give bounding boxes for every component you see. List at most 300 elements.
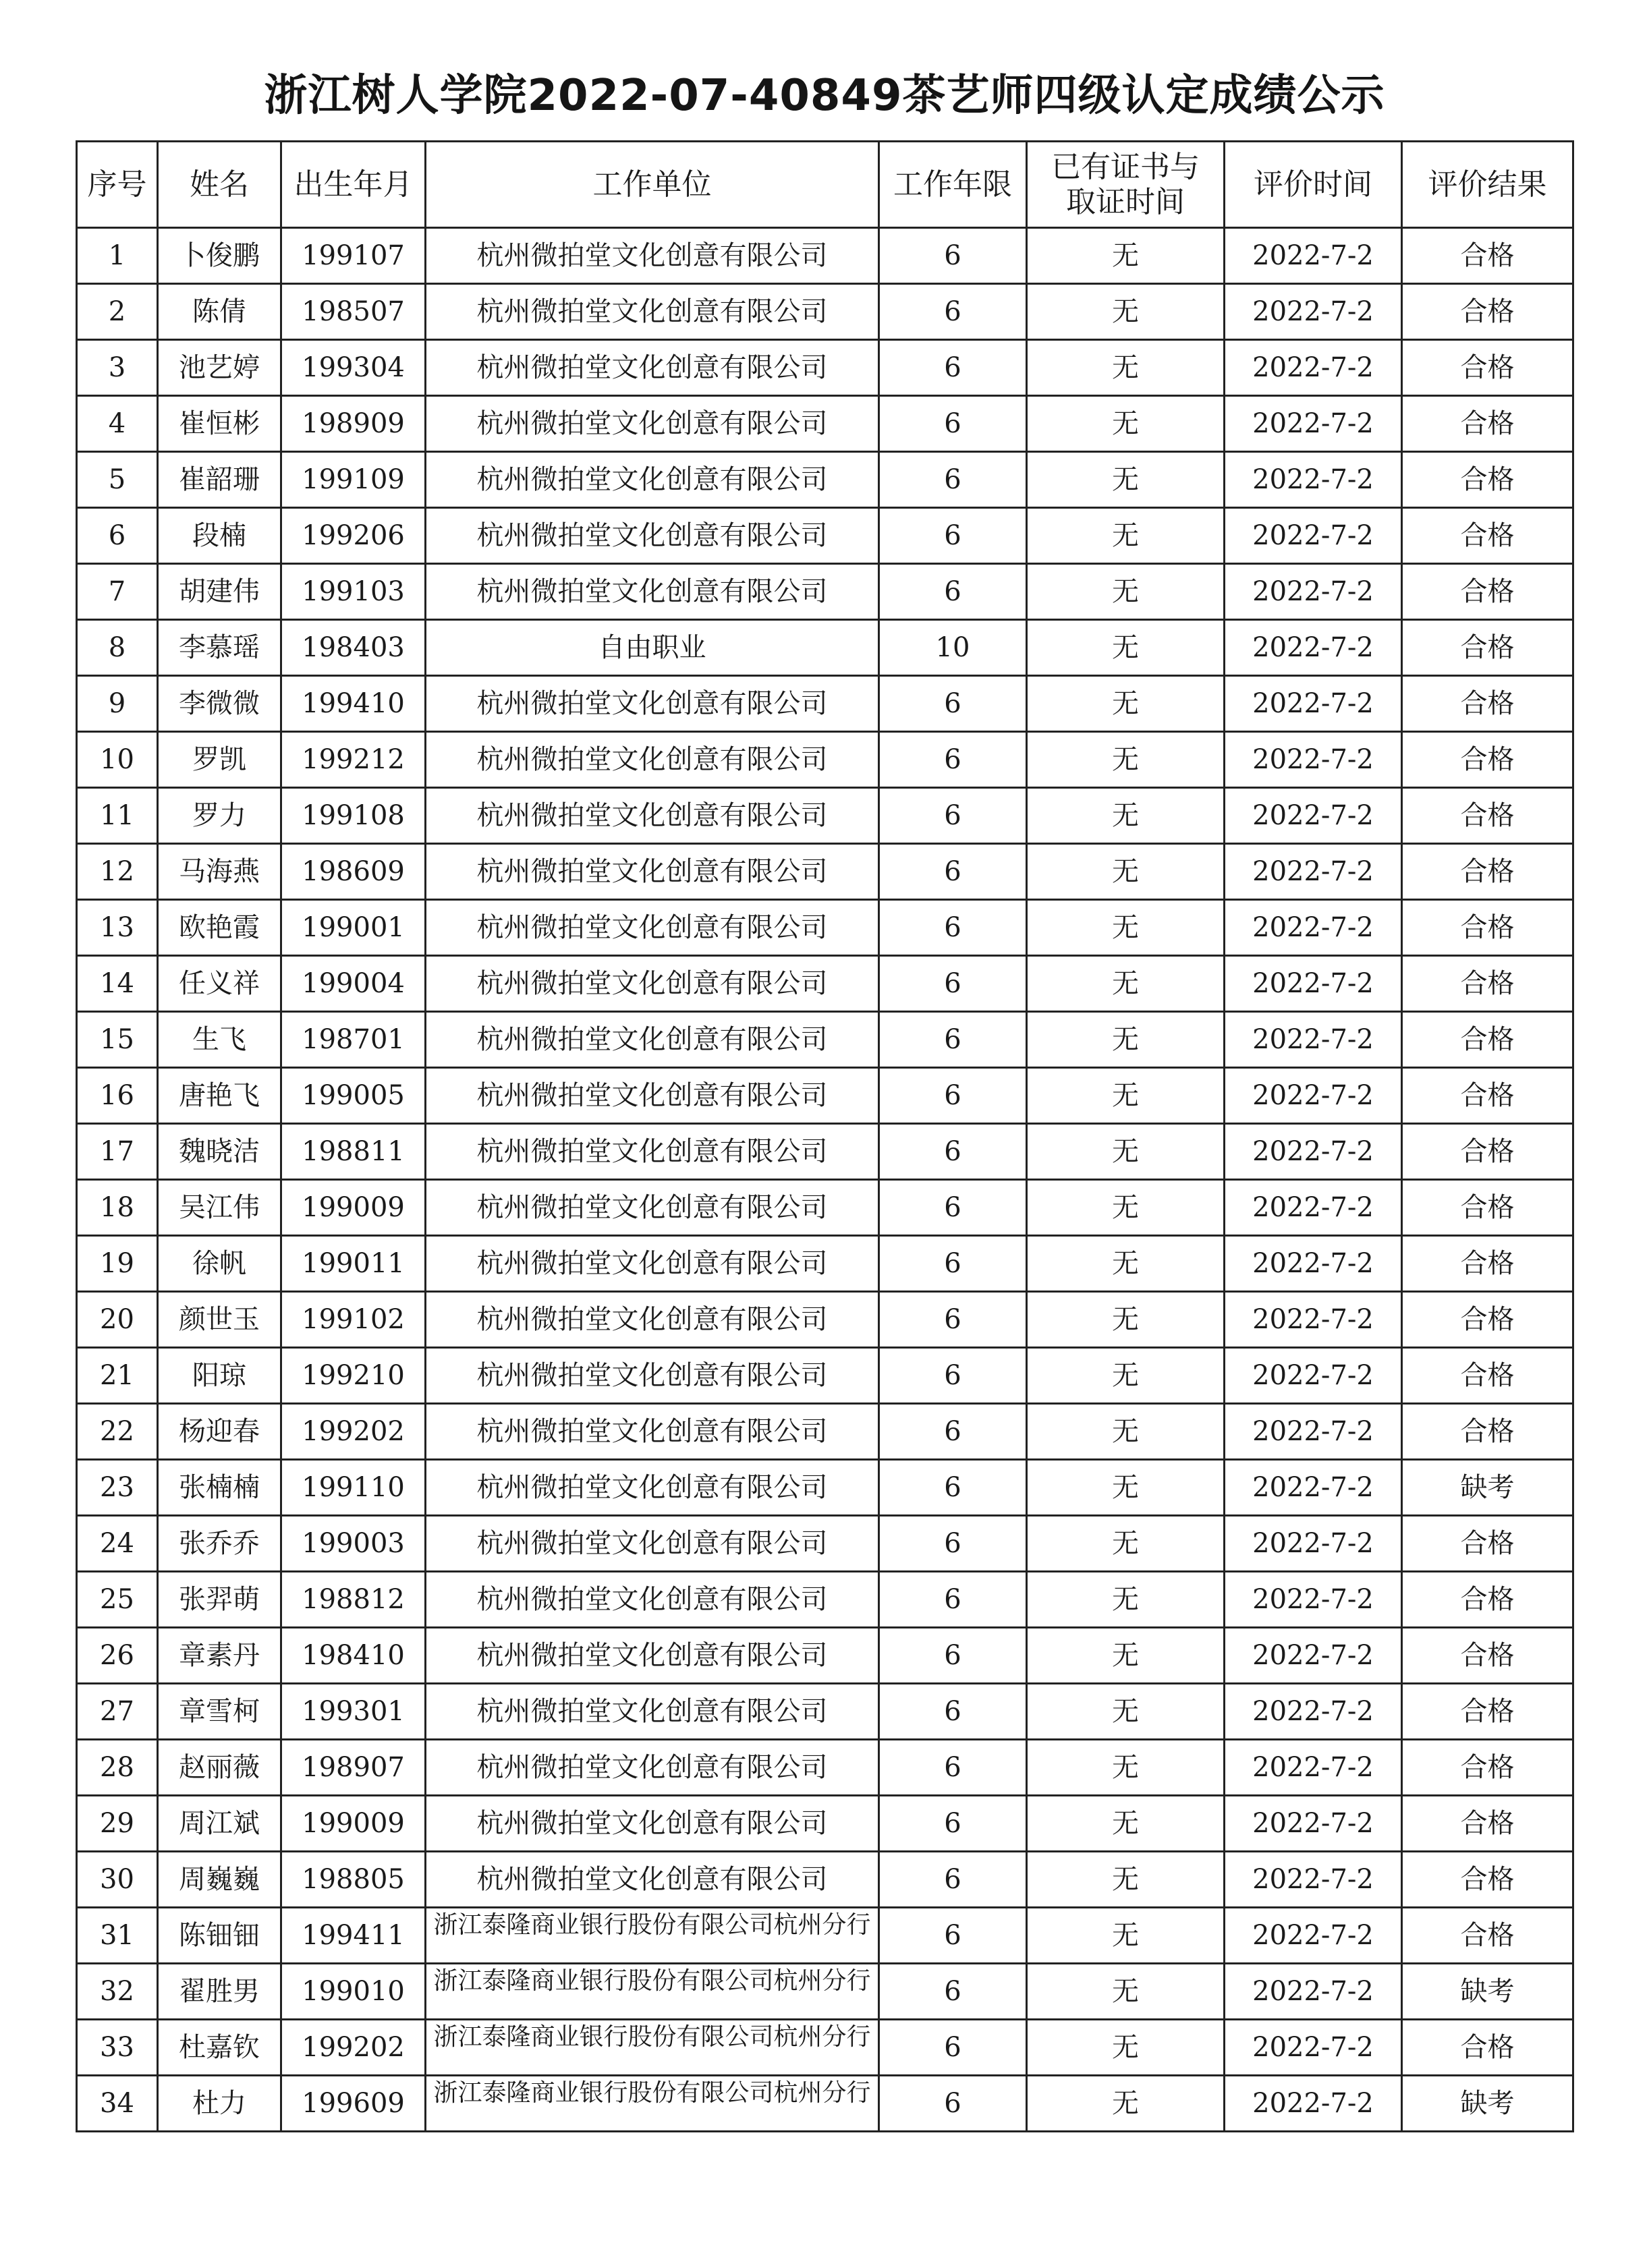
cell-date: 2022-7-2 [1225, 1908, 1402, 1964]
cell-name: 杜嘉钦 [158, 2020, 281, 2076]
cell-years: 6 [879, 1628, 1027, 1684]
cell-cert: 无 [1027, 340, 1225, 396]
cell-date: 2022-7-2 [1225, 844, 1402, 900]
table-row [77, 1516, 1573, 1572]
cell-employer: 杭州微拍堂文化创意有限公司 [426, 1236, 879, 1292]
cell-birth: 199210 [281, 1348, 426, 1404]
cell-no: 34 [77, 2076, 158, 2132]
cell-cert: 无 [1027, 2076, 1225, 2132]
cell-employer: 杭州微拍堂文化创意有限公司 [426, 732, 879, 788]
cell-date: 2022-7-2 [1225, 900, 1402, 956]
page-title: 浙江树人学院2022-07-40849茶艺师四级认定成绩公示 [264, 71, 1385, 121]
cell-birth: 199003 [281, 1516, 426, 1572]
cell-years: 6 [879, 1852, 1027, 1908]
cell-employer: 杭州微拍堂文化创意有限公司 [426, 284, 879, 340]
cell-no: 27 [77, 1684, 158, 1740]
cell-employer: 杭州微拍堂文化创意有限公司 [426, 1292, 879, 1348]
cell-birth: 198609 [281, 844, 426, 900]
cell-no: 14 [77, 956, 158, 1012]
cell-name: 胡建伟 [158, 564, 281, 620]
cell-years: 6 [879, 788, 1027, 844]
cell-no: 20 [77, 1292, 158, 1348]
cell-employer: 杭州微拍堂文化创意有限公司 [426, 452, 879, 508]
cell-result: 合格 [1402, 1180, 1573, 1236]
cell-no: 5 [77, 452, 158, 508]
cell-result: 合格 [1402, 396, 1573, 452]
cell-result: 合格 [1402, 340, 1573, 396]
table-row [77, 1628, 1573, 1684]
cell-years: 6 [879, 508, 1027, 564]
table-row [77, 1684, 1573, 1740]
cell-employer: 杭州微拍堂文化创意有限公司 [426, 1348, 879, 1404]
table-row [77, 396, 1573, 452]
cell-employer: 杭州微拍堂文化创意有限公司 [426, 564, 879, 620]
cell-birth: 199009 [281, 1796, 426, 1852]
cell-employer: 杭州微拍堂文化创意有限公司 [426, 1068, 879, 1124]
cell-employer: 杭州微拍堂文化创意有限公司 [426, 1852, 879, 1908]
cell-result: 合格 [1402, 508, 1573, 564]
cell-years: 6 [879, 1908, 1027, 1964]
cell-cert: 无 [1027, 2020, 1225, 2076]
cell-birth: 198403 [281, 620, 426, 676]
cell-no: 8 [77, 620, 158, 676]
cell-cert: 无 [1027, 396, 1225, 452]
cell-name: 陈钿钿 [158, 1908, 281, 1964]
table-row [77, 1012, 1573, 1068]
cell-result: 合格 [1402, 1572, 1573, 1628]
cell-employer: 杭州微拍堂文化创意有限公司 [426, 1404, 879, 1460]
cell-date: 2022-7-2 [1225, 1460, 1402, 1516]
cell-date: 2022-7-2 [1225, 1740, 1402, 1796]
cell-no: 29 [77, 1796, 158, 1852]
cell-years: 6 [879, 284, 1027, 340]
cell-result: 合格 [1402, 1516, 1573, 1572]
cell-birth: 199301 [281, 1684, 426, 1740]
cell-result: 合格 [1402, 956, 1573, 1012]
cell-birth: 198701 [281, 1012, 426, 1068]
cell-no: 24 [77, 1516, 158, 1572]
cell-result: 合格 [1402, 620, 1573, 676]
header-name: 姓名 [158, 142, 281, 228]
cell-years: 6 [879, 676, 1027, 732]
cell-years: 6 [879, 1292, 1027, 1348]
cell-years: 6 [879, 1124, 1027, 1180]
cell-years: 6 [879, 340, 1027, 396]
cell-date: 2022-7-2 [1225, 1292, 1402, 1348]
cell-result: 合格 [1402, 1684, 1573, 1740]
cell-no: 4 [77, 396, 158, 452]
cell-employer: 杭州微拍堂文化创意有限公司 [426, 1180, 879, 1236]
cell-birth: 199010 [281, 1964, 426, 2020]
table-row [77, 564, 1573, 620]
cell-result: 合格 [1402, 284, 1573, 340]
cell-birth: 199202 [281, 2020, 426, 2076]
cell-cert: 无 [1027, 1348, 1225, 1404]
cell-name: 张羿萌 [158, 1572, 281, 1628]
cell-no: 19 [77, 1236, 158, 1292]
cell-date: 2022-7-2 [1225, 732, 1402, 788]
cell-result: 合格 [1402, 1740, 1573, 1796]
cell-years: 6 [879, 1684, 1027, 1740]
cell-years: 6 [879, 1404, 1027, 1460]
cell-employer: 浙江泰隆商业银行股份有限公司杭州分行 [426, 2076, 879, 2132]
cell-birth: 198909 [281, 396, 426, 452]
table-row [77, 1404, 1573, 1460]
cell-name: 周巍巍 [158, 1852, 281, 1908]
cell-years: 6 [879, 228, 1027, 284]
cell-name: 张楠楠 [158, 1460, 281, 1516]
cell-birth: 199206 [281, 508, 426, 564]
cell-cert: 无 [1027, 564, 1225, 620]
cell-birth: 198805 [281, 1852, 426, 1908]
cell-birth: 199102 [281, 1292, 426, 1348]
cell-years: 6 [879, 2020, 1027, 2076]
cell-cert: 无 [1027, 1628, 1225, 1684]
cell-employer: 杭州微拍堂文化创意有限公司 [426, 788, 879, 844]
cell-birth: 199304 [281, 340, 426, 396]
cell-employer: 杭州微拍堂文化创意有限公司 [426, 228, 879, 284]
table-row [77, 620, 1573, 676]
cell-date: 2022-7-2 [1225, 1124, 1402, 1180]
cell-date: 2022-7-2 [1225, 2020, 1402, 2076]
cell-employer: 杭州微拍堂文化创意有限公司 [426, 396, 879, 452]
table-row [77, 1460, 1573, 1516]
cell-birth: 199109 [281, 452, 426, 508]
header-years: 工作年限 [879, 142, 1027, 228]
cell-employer: 杭州微拍堂文化创意有限公司 [426, 844, 879, 900]
cell-date: 2022-7-2 [1225, 1068, 1402, 1124]
cell-name: 李微微 [158, 676, 281, 732]
cell-no: 21 [77, 1348, 158, 1404]
cell-name: 任义祥 [158, 956, 281, 1012]
cell-cert: 无 [1027, 620, 1225, 676]
cell-birth: 199011 [281, 1236, 426, 1292]
cell-birth: 199110 [281, 1460, 426, 1516]
cell-no: 26 [77, 1628, 158, 1684]
cell-employer: 杭州微拍堂文化创意有限公司 [426, 340, 879, 396]
cell-cert: 无 [1027, 1908, 1225, 1964]
cell-cert: 无 [1027, 1068, 1225, 1124]
cell-date: 2022-7-2 [1225, 508, 1402, 564]
cell-name: 生飞 [158, 1012, 281, 1068]
table-row [77, 844, 1573, 900]
header-employer: 工作单位 [426, 142, 879, 228]
cell-name: 魏晓洁 [158, 1124, 281, 1180]
cell-date: 2022-7-2 [1225, 1180, 1402, 1236]
cell-cert: 无 [1027, 1460, 1225, 1516]
cell-years: 6 [879, 1516, 1027, 1572]
cell-years: 6 [879, 732, 1027, 788]
cell-result: 合格 [1402, 1852, 1573, 1908]
cell-name: 罗凯 [158, 732, 281, 788]
cell-name: 杨迎春 [158, 1404, 281, 1460]
cell-years: 6 [879, 1180, 1027, 1236]
cell-employer: 杭州微拍堂文化创意有限公司 [426, 900, 879, 956]
cell-date: 2022-7-2 [1225, 1852, 1402, 1908]
cell-no: 31 [77, 1908, 158, 1964]
header-birth: 出生年月 [281, 142, 426, 228]
cell-employer: 杭州微拍堂文化创意有限公司 [426, 1460, 879, 1516]
cell-years: 6 [879, 1068, 1027, 1124]
cell-result: 合格 [1402, 788, 1573, 844]
cell-employer: 杭州微拍堂文化创意有限公司 [426, 1628, 879, 1684]
table-row [77, 1740, 1573, 1796]
cell-no: 2 [77, 284, 158, 340]
cell-years: 6 [879, 1740, 1027, 1796]
cell-result: 合格 [1402, 1348, 1573, 1404]
cell-years: 6 [879, 564, 1027, 620]
cell-name: 翟胜男 [158, 1964, 281, 2020]
table-row [77, 2076, 1573, 2132]
cell-date: 2022-7-2 [1225, 1012, 1402, 1068]
cell-years: 6 [879, 1796, 1027, 1852]
cell-result: 合格 [1402, 1628, 1573, 1684]
table-row [77, 284, 1573, 340]
cell-name: 张乔乔 [158, 1516, 281, 1572]
cell-cert: 无 [1027, 1180, 1225, 1236]
cell-name: 陈倩 [158, 284, 281, 340]
cell-cert: 无 [1027, 1740, 1225, 1796]
cell-birth: 199103 [281, 564, 426, 620]
cell-no: 16 [77, 1068, 158, 1124]
cell-no: 28 [77, 1740, 158, 1796]
cell-cert: 无 [1027, 228, 1225, 284]
table-row [77, 1964, 1573, 2020]
cell-result: 合格 [1402, 900, 1573, 956]
cell-no: 33 [77, 2020, 158, 2076]
cell-name: 徐帆 [158, 1236, 281, 1292]
cell-no: 18 [77, 1180, 158, 1236]
cell-no: 6 [77, 508, 158, 564]
cell-birth: 199107 [281, 228, 426, 284]
cell-employer: 杭州微拍堂文化创意有限公司 [426, 956, 879, 1012]
table-body [77, 228, 1573, 2132]
cell-birth: 198811 [281, 1124, 426, 1180]
cell-employer: 浙江泰隆商业银行股份有限公司杭州分行 [426, 2020, 879, 2076]
cell-years: 6 [879, 1572, 1027, 1628]
table-row [77, 1180, 1573, 1236]
cell-years: 6 [879, 956, 1027, 1012]
cell-no: 32 [77, 1964, 158, 2020]
cell-result: 合格 [1402, 1404, 1573, 1460]
cell-birth: 199108 [281, 788, 426, 844]
cell-name: 罗力 [158, 788, 281, 844]
table-row [77, 1572, 1573, 1628]
cell-birth: 199001 [281, 900, 426, 956]
cell-employer: 浙江泰隆商业银行股份有限公司杭州分行 [426, 1908, 879, 1964]
table-row [77, 508, 1573, 564]
table-row [77, 1348, 1573, 1404]
cell-date: 2022-7-2 [1225, 1516, 1402, 1572]
cell-result: 合格 [1402, 1124, 1573, 1180]
header-cert: 已有证书与取证时间 [1027, 142, 1225, 228]
cell-no: 10 [77, 732, 158, 788]
table-header [77, 142, 1573, 228]
cell-employer: 杭州微拍堂文化创意有限公司 [426, 676, 879, 732]
cell-name: 章素丹 [158, 1628, 281, 1684]
cell-name: 崔韶珊 [158, 452, 281, 508]
cell-cert: 无 [1027, 508, 1225, 564]
cell-no: 3 [77, 340, 158, 396]
cell-cert: 无 [1027, 788, 1225, 844]
cell-name: 周江斌 [158, 1796, 281, 1852]
cell-no: 17 [77, 1124, 158, 1180]
cell-date: 2022-7-2 [1225, 676, 1402, 732]
header-row [77, 142, 1573, 228]
cell-date: 2022-7-2 [1225, 1964, 1402, 2020]
header-no: 序号 [77, 142, 158, 228]
cell-cert: 无 [1027, 900, 1225, 956]
cell-no: 1 [77, 228, 158, 284]
cell-birth: 199202 [281, 1404, 426, 1460]
cell-result: 合格 [1402, 1012, 1573, 1068]
cell-years: 6 [879, 900, 1027, 956]
cell-birth: 198410 [281, 1628, 426, 1684]
cell-birth: 199410 [281, 676, 426, 732]
cell-cert: 无 [1027, 1796, 1225, 1852]
cell-birth: 199411 [281, 1908, 426, 1964]
cell-result: 合格 [1402, 564, 1573, 620]
table-row [77, 1852, 1573, 1908]
cell-result: 合格 [1402, 1236, 1573, 1292]
table-row [77, 1796, 1573, 1852]
cell-years: 6 [879, 1964, 1027, 2020]
cell-cert: 无 [1027, 1852, 1225, 1908]
cell-result: 缺考 [1402, 1460, 1573, 1516]
cell-date: 2022-7-2 [1225, 340, 1402, 396]
cell-birth: 199212 [281, 732, 426, 788]
cell-date: 2022-7-2 [1225, 2076, 1402, 2132]
cell-employer: 杭州微拍堂文化创意有限公司 [426, 1684, 879, 1740]
results-table [76, 140, 1574, 2132]
cell-result: 缺考 [1402, 2076, 1573, 2132]
cell-employer: 杭州微拍堂文化创意有限公司 [426, 1012, 879, 1068]
table-row [77, 676, 1573, 732]
table-row [77, 452, 1573, 508]
cell-result: 合格 [1402, 2020, 1573, 2076]
cell-cert: 无 [1027, 1964, 1225, 2020]
cell-name: 杜力 [158, 2076, 281, 2132]
cell-years: 6 [879, 2076, 1027, 2132]
table-row [77, 340, 1573, 396]
cell-employer: 杭州微拍堂文化创意有限公司 [426, 1516, 879, 1572]
cell-cert: 无 [1027, 1292, 1225, 1348]
cell-name: 章雪柯 [158, 1684, 281, 1740]
table-row [77, 1068, 1573, 1124]
cell-date: 2022-7-2 [1225, 1236, 1402, 1292]
cell-birth: 199009 [281, 1180, 426, 1236]
cell-cert: 无 [1027, 956, 1225, 1012]
cell-cert: 无 [1027, 1684, 1225, 1740]
table-row [77, 1908, 1573, 1964]
cell-result: 合格 [1402, 1068, 1573, 1124]
cell-cert: 无 [1027, 676, 1225, 732]
cell-years: 10 [879, 620, 1027, 676]
cell-years: 6 [879, 1236, 1027, 1292]
cell-employer: 杭州微拍堂文化创意有限公司 [426, 1572, 879, 1628]
cell-date: 2022-7-2 [1225, 396, 1402, 452]
cell-no: 25 [77, 1572, 158, 1628]
header-result: 评价结果 [1402, 142, 1573, 228]
cell-date: 2022-7-2 [1225, 1684, 1402, 1740]
cell-result: 合格 [1402, 1796, 1573, 1852]
cell-employer: 杭州微拍堂文化创意有限公司 [426, 1124, 879, 1180]
cell-no: 9 [77, 676, 158, 732]
cell-birth: 199609 [281, 2076, 426, 2132]
cell-cert: 无 [1027, 1572, 1225, 1628]
table-row [77, 228, 1573, 284]
cell-no: 12 [77, 844, 158, 900]
cell-years: 6 [879, 844, 1027, 900]
cell-name: 欧艳霞 [158, 900, 281, 956]
cell-result: 合格 [1402, 676, 1573, 732]
cell-years: 6 [879, 452, 1027, 508]
cell-cert: 无 [1027, 1124, 1225, 1180]
cell-date: 2022-7-2 [1225, 956, 1402, 1012]
cell-birth: 198907 [281, 1740, 426, 1796]
cell-result: 缺考 [1402, 1964, 1573, 2020]
cell-cert: 无 [1027, 452, 1225, 508]
cell-cert: 无 [1027, 1404, 1225, 1460]
cell-name: 阳琼 [158, 1348, 281, 1404]
table-row [77, 956, 1573, 1012]
table-row [77, 2020, 1573, 2076]
cell-result: 合格 [1402, 1292, 1573, 1348]
cell-employer: 杭州微拍堂文化创意有限公司 [426, 1796, 879, 1852]
cell-birth: 198507 [281, 284, 426, 340]
cell-employer: 自由职业 [426, 620, 879, 676]
cell-result: 合格 [1402, 452, 1573, 508]
cell-result: 合格 [1402, 732, 1573, 788]
cell-name: 马海燕 [158, 844, 281, 900]
cell-name: 颜世玉 [158, 1292, 281, 1348]
cell-name: 段楠 [158, 508, 281, 564]
cell-years: 6 [879, 396, 1027, 452]
cell-date: 2022-7-2 [1225, 1796, 1402, 1852]
cell-no: 13 [77, 900, 158, 956]
cell-birth: 198812 [281, 1572, 426, 1628]
header-date: 评价时间 [1225, 142, 1402, 228]
table-row [77, 900, 1573, 956]
cell-date: 2022-7-2 [1225, 1348, 1402, 1404]
cell-cert: 无 [1027, 1012, 1225, 1068]
table-row [77, 788, 1573, 844]
cell-name: 赵丽薇 [158, 1740, 281, 1796]
cell-birth: 199004 [281, 956, 426, 1012]
cell-no: 22 [77, 1404, 158, 1460]
cell-date: 2022-7-2 [1225, 1404, 1402, 1460]
cell-date: 2022-7-2 [1225, 1628, 1402, 1684]
cell-cert: 无 [1027, 732, 1225, 788]
cell-date: 2022-7-2 [1225, 228, 1402, 284]
cell-birth: 199005 [281, 1068, 426, 1124]
cell-name: 崔恒彬 [158, 396, 281, 452]
cell-employer: 浙江泰隆商业银行股份有限公司杭州分行 [426, 1964, 879, 2020]
cell-no: 11 [77, 788, 158, 844]
table-row [77, 1124, 1573, 1180]
cell-result: 合格 [1402, 844, 1573, 900]
cell-result: 合格 [1402, 228, 1573, 284]
cell-name: 李慕瑶 [158, 620, 281, 676]
cell-name: 唐艳飞 [158, 1068, 281, 1124]
cell-date: 2022-7-2 [1225, 788, 1402, 844]
cell-years: 6 [879, 1460, 1027, 1516]
cell-cert: 无 [1027, 284, 1225, 340]
table-row [77, 1292, 1573, 1348]
cell-no: 30 [77, 1852, 158, 1908]
cell-cert: 无 [1027, 1236, 1225, 1292]
table-row [77, 1236, 1573, 1292]
